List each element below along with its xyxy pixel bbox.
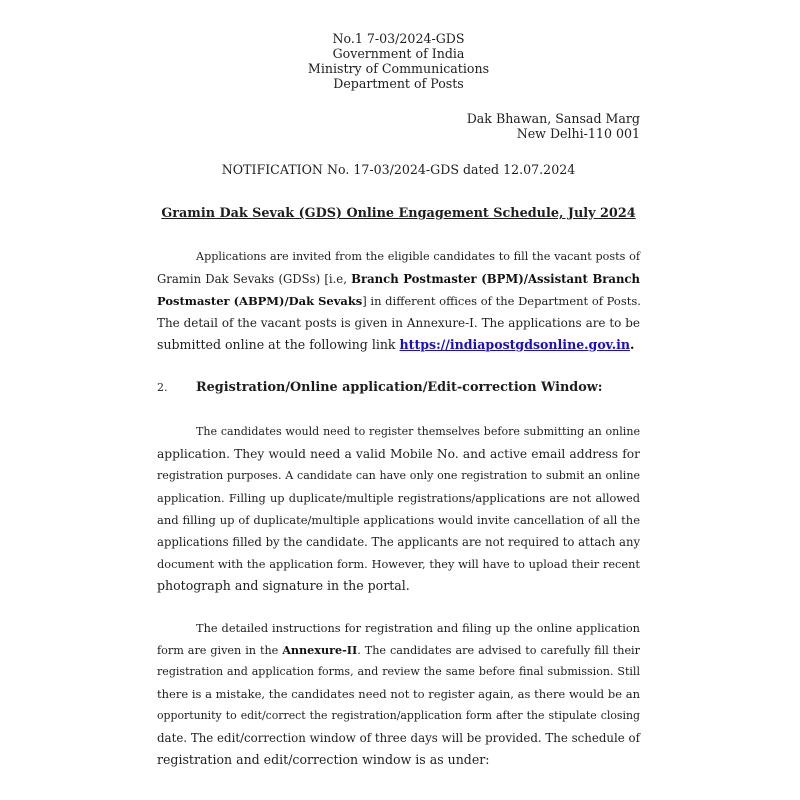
text-line: and filling up of duplicate/multiple applications would invite cancellation of all the [157, 513, 640, 527]
text-line: application. Filling up duplicate/multiple registrations/applications are not allowed [157, 491, 640, 505]
notification-line: NOTIFICATION No. 17-03/2024-GDS dated 12.07.2024 [221, 162, 576, 177]
text-line: applications filled by the candidate. The applicants are not required to attach any [157, 535, 641, 549]
document-title: Gramin Dak Sevak (GDS) Online Engagement Schedule, July 2024 [161, 206, 636, 221]
text-span: . [629, 337, 635, 352]
text-span: form are given in the [157, 644, 283, 657]
text-line: registration and edit/correction window is as under: [157, 752, 490, 767]
department-heading: Department of Posts [333, 76, 464, 91]
address-line-2: New Delhi-110 001 [516, 126, 640, 141]
section-heading [157, 380, 640, 395]
text-line [157, 617, 640, 639]
text-line: document with the application form. However, they will have to upload their recent [157, 557, 640, 571]
text-line: photograph and signature in the portal. [157, 578, 410, 593]
text-line [157, 421, 640, 443]
paragraph-instructions [157, 617, 640, 771]
text-span: The detail of the vacant posts is given in Annexure-I. The applications are to be [157, 316, 640, 330]
text-line [157, 290, 640, 312]
text-span: Applications are invited from the eligible candidates to fill the vacant posts of [196, 250, 640, 263]
text-span: The candidates would need to register themselves before submitting an online [196, 425, 640, 438]
text-line [157, 639, 640, 661]
text-line [157, 246, 640, 268]
reference-number: No.1 7-03/2024-GDS [332, 31, 465, 46]
text-line: registration purposes. A candidate can have only one registration to submit an online [157, 469, 640, 482]
address-line-1: Dak Bhawan, Sansad Marg [466, 111, 640, 126]
text-line: there is a mistake, the candidates need not to register again, as there would be an [157, 687, 640, 701]
government-heading: Government of India [332, 46, 465, 61]
section-title: Registration/Online application/Edit-correction Window: [196, 380, 603, 395]
text-span: . The candidates are advised to carefully fill their [357, 644, 640, 657]
portal-link[interactable]: https://indiapostgdsonline.gov.in [399, 337, 630, 352]
text-span: submitted online at the following link [157, 337, 400, 352]
ministry-heading: Ministry of Communications [307, 61, 490, 76]
text-line [157, 312, 640, 334]
text-span: Gramin Dak Sevaks (GDSs) [i.e, [157, 272, 352, 286]
text-line: application. They would need a valid Mobile No. and active email address for [157, 447, 640, 461]
post-names-bold: Postmaster (ABPM)/Dak Sevaks [157, 294, 363, 308]
text-line [157, 268, 640, 290]
annexure-bold: Annexure-II [282, 643, 358, 657]
text-line: registration and application forms, and review the same before final submission. Still [157, 665, 640, 678]
post-names-bold: Branch Postmaster (BPM)/Assistant Branch [351, 272, 640, 286]
section-number: 2. [157, 381, 168, 394]
text-line: date. The edit/correction window of three days will be provided. The schedule of [157, 731, 640, 745]
text-line: opportunity to edit/correct the registration/application form after the stipulate closing [157, 709, 640, 722]
text-line [157, 334, 640, 356]
text-span: ] in different offices of the Department of Posts. [362, 294, 641, 308]
paragraph-registration [157, 421, 640, 597]
paragraph-introduction [157, 246, 640, 356]
text-span: The detailed instructions for registration and filing up the online application [196, 621, 640, 635]
document-page [157, 0, 640, 800]
